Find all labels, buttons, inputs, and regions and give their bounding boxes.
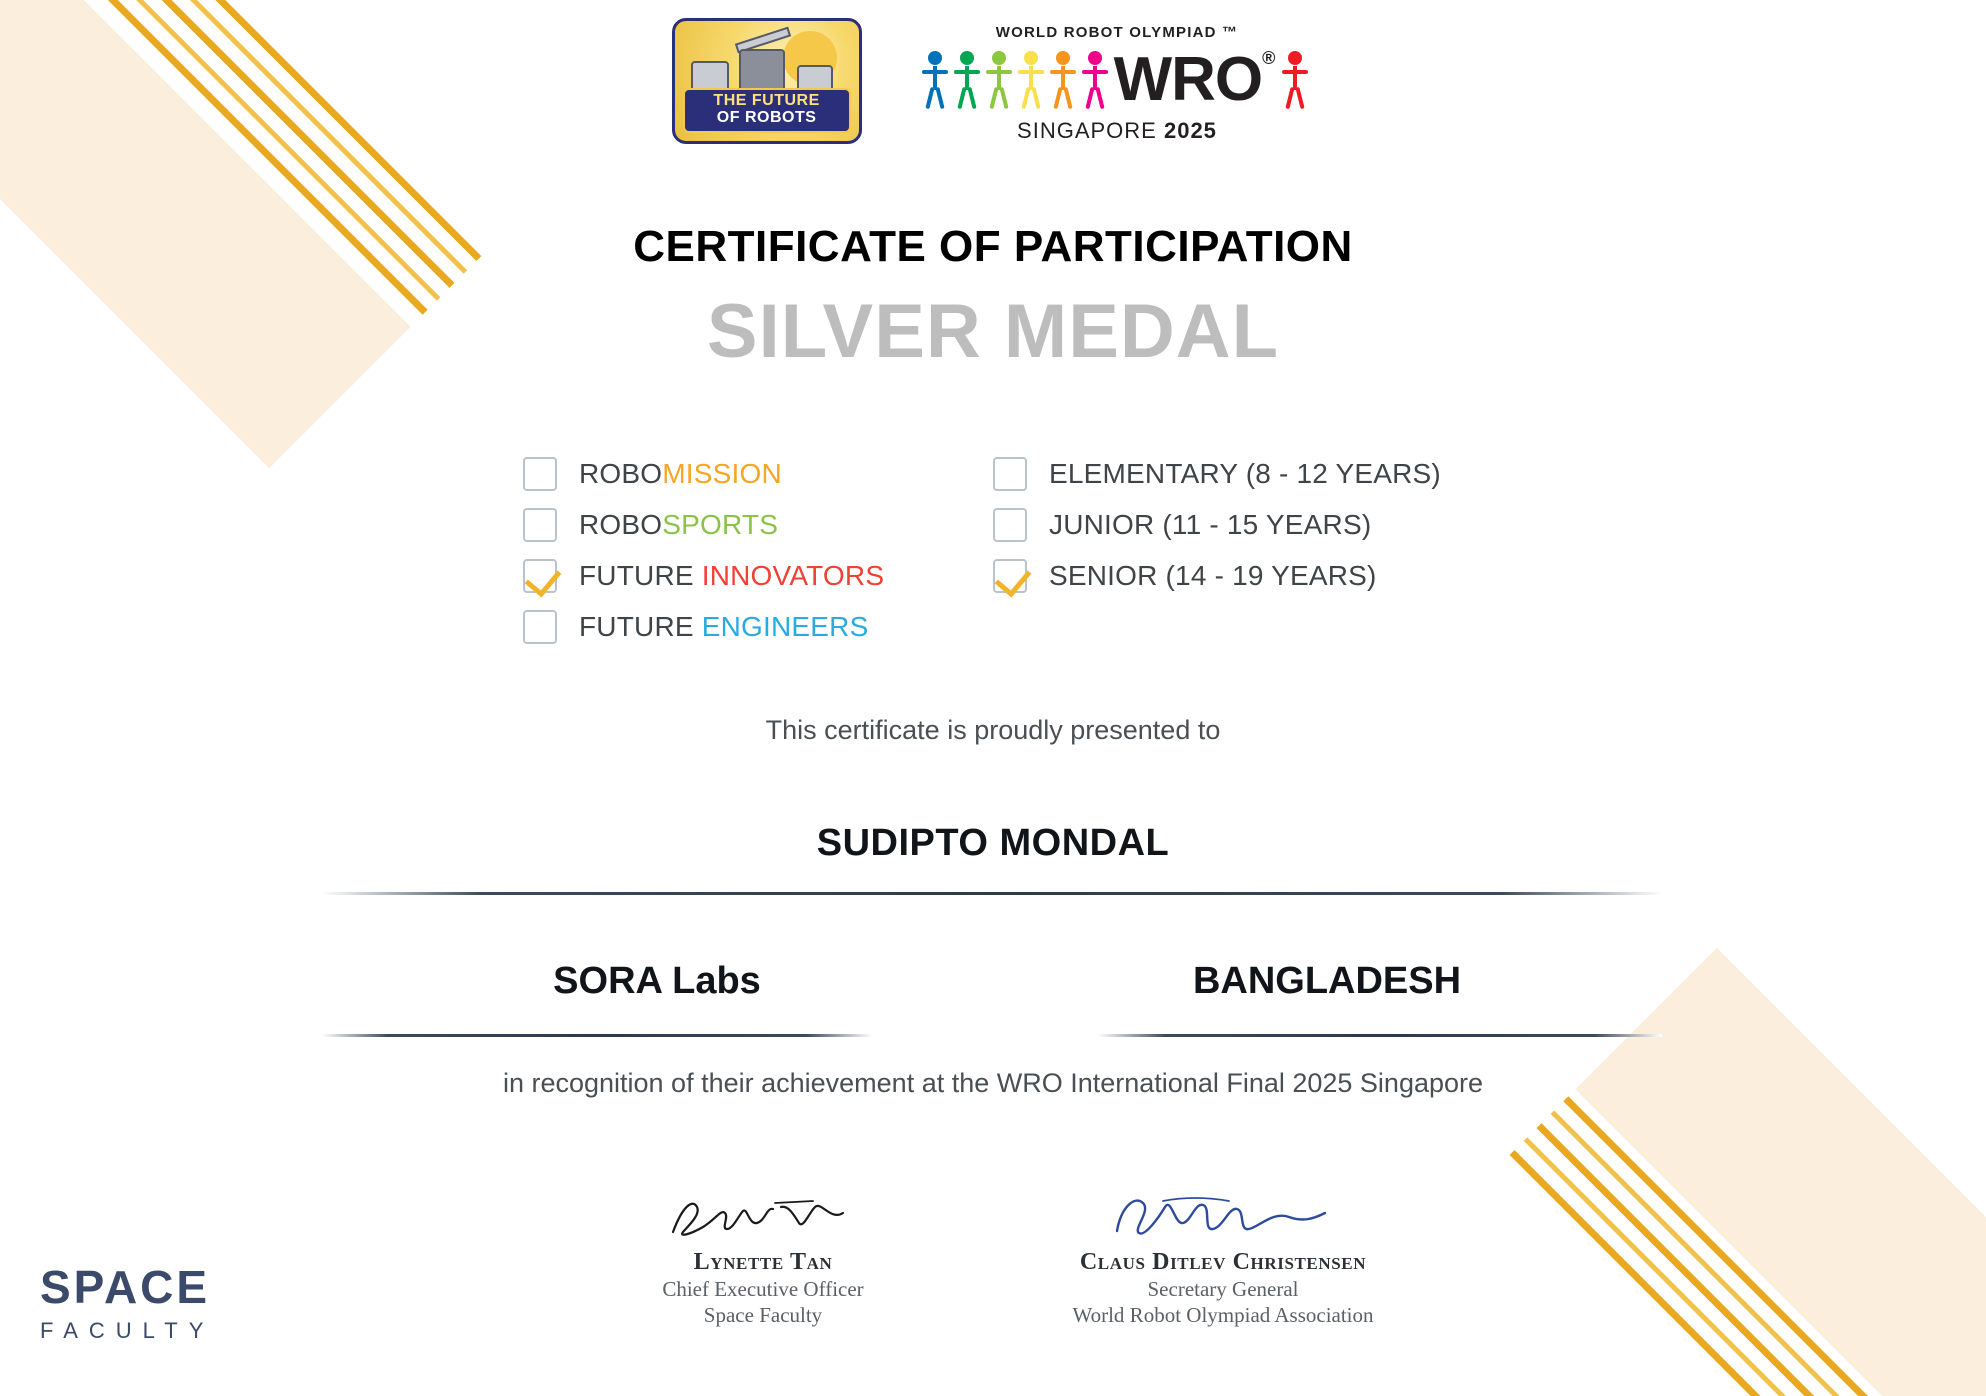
age-group-column bbox=[993, 448, 1463, 652]
space-faculty-subtext: FACULTY bbox=[40, 1318, 215, 1343]
checkbox-label: ROBOMISSION bbox=[579, 457, 782, 489]
signatory-role-line2: Space Faculty bbox=[703, 1303, 823, 1328]
country-name: BANGLADESH bbox=[1192, 960, 1462, 1002]
checkbox-future-engineers[interactable] bbox=[523, 610, 557, 644]
checkbox-elementary[interactable] bbox=[993, 457, 1027, 491]
signature-block-lynette-tan bbox=[573, 1185, 953, 1329]
medal-title: SILVER MEDAL bbox=[706, 289, 1280, 374]
signature-block-claus-ditlev-christensen bbox=[1033, 1185, 1413, 1329]
name-divider bbox=[322, 892, 1662, 895]
checkbox-row[interactable] bbox=[523, 448, 993, 499]
checkbox-label: FUTURE ENGINEERS bbox=[579, 610, 869, 642]
checkbox-row[interactable] bbox=[523, 601, 993, 652]
team-name: SORA Labs bbox=[553, 960, 761, 1002]
person-icon bbox=[1280, 51, 1310, 109]
checkbox-label: ELEMENTARY (8 - 12 YEARS) bbox=[1049, 457, 1441, 489]
person-icon bbox=[1016, 51, 1046, 109]
wro-event-location bbox=[920, 118, 1315, 144]
checkbox-future-innovators[interactable] bbox=[523, 559, 557, 593]
handwritten-signature-icon bbox=[1103, 1187, 1343, 1247]
wro-people-icons bbox=[920, 51, 1110, 109]
person-icon bbox=[984, 51, 1014, 109]
signatory-role-line1: Secretary General bbox=[1147, 1277, 1299, 1301]
signatory-name: Claus Ditlev Christensen bbox=[1079, 1249, 1367, 1275]
wro-wordmark bbox=[1113, 45, 1275, 114]
handwritten-signature-icon bbox=[663, 1187, 863, 1247]
wro-logo bbox=[920, 18, 1315, 144]
checkbox-row[interactable] bbox=[993, 499, 1463, 550]
the-future-of-robots-logo bbox=[672, 18, 862, 144]
wro-tagline: WORLD ROBOT OLYMPIAD ™ bbox=[995, 24, 1239, 41]
competition-category-column bbox=[523, 448, 993, 652]
future-robots-line1: THE FUTURE bbox=[713, 92, 820, 110]
person-icon bbox=[952, 51, 982, 109]
checkbox-label: ROBOSPORTS bbox=[579, 508, 779, 540]
checkbox-row[interactable] bbox=[993, 550, 1463, 601]
signature-icon bbox=[1033, 1185, 1413, 1247]
signatory-role-line1: Chief Executive Officer bbox=[662, 1277, 864, 1301]
country-divider bbox=[1098, 1034, 1662, 1037]
category-checkboxes bbox=[0, 448, 1986, 652]
presented-to-text: This certificate is proudly presented to bbox=[765, 715, 1221, 745]
checkbox-label: SENIOR (14 - 19 YEARS) bbox=[1049, 559, 1377, 591]
checkbox-robomission[interactable] bbox=[523, 457, 557, 491]
space-faculty-wordmark: SPACE bbox=[40, 1261, 211, 1313]
wro-city: SINGAPORE bbox=[1017, 118, 1164, 143]
checkbox-junior[interactable] bbox=[993, 508, 1027, 542]
wro-word-text: WRO bbox=[1113, 45, 1263, 114]
space-faculty-logo bbox=[40, 1261, 215, 1344]
certificate-title: CERTIFICATE OF PARTICIPATION bbox=[633, 222, 1353, 271]
wro-year: 2025 bbox=[1163, 118, 1217, 143]
checkbox-row[interactable] bbox=[523, 550, 993, 601]
future-robots-line2: OF ROBOTS bbox=[716, 109, 817, 127]
registered-mark-icon: ® bbox=[1262, 48, 1275, 68]
person-icon bbox=[1080, 51, 1110, 109]
checkbox-label: FUTURE INNOVATORS bbox=[579, 559, 885, 591]
signatory-role-line2: World Robot Olympiad Association bbox=[1072, 1303, 1374, 1328]
header-logos bbox=[0, 18, 1986, 144]
signatory-name: Lynette Tan bbox=[693, 1249, 833, 1275]
future-of-robots-banner bbox=[683, 88, 851, 133]
person-icon bbox=[920, 51, 950, 109]
person-icon bbox=[1048, 51, 1078, 109]
checkbox-label: JUNIOR (11 - 15 YEARS) bbox=[1049, 508, 1372, 540]
signature-area bbox=[0, 1185, 1986, 1329]
checkbox-senior[interactable] bbox=[993, 559, 1027, 593]
recognition-text: in recognition of their achievement at the WRO International Final 2025 Singapore bbox=[502, 1068, 1484, 1098]
recipient-name: SUDIPTO MONDAL bbox=[816, 822, 1170, 864]
signature-icon bbox=[573, 1185, 953, 1247]
checkbox-robosports[interactable] bbox=[523, 508, 557, 542]
team-divider bbox=[322, 1034, 872, 1037]
checkbox-row[interactable] bbox=[993, 448, 1463, 499]
checkbox-row[interactable] bbox=[523, 499, 993, 550]
team-country-row bbox=[322, 960, 1662, 1003]
